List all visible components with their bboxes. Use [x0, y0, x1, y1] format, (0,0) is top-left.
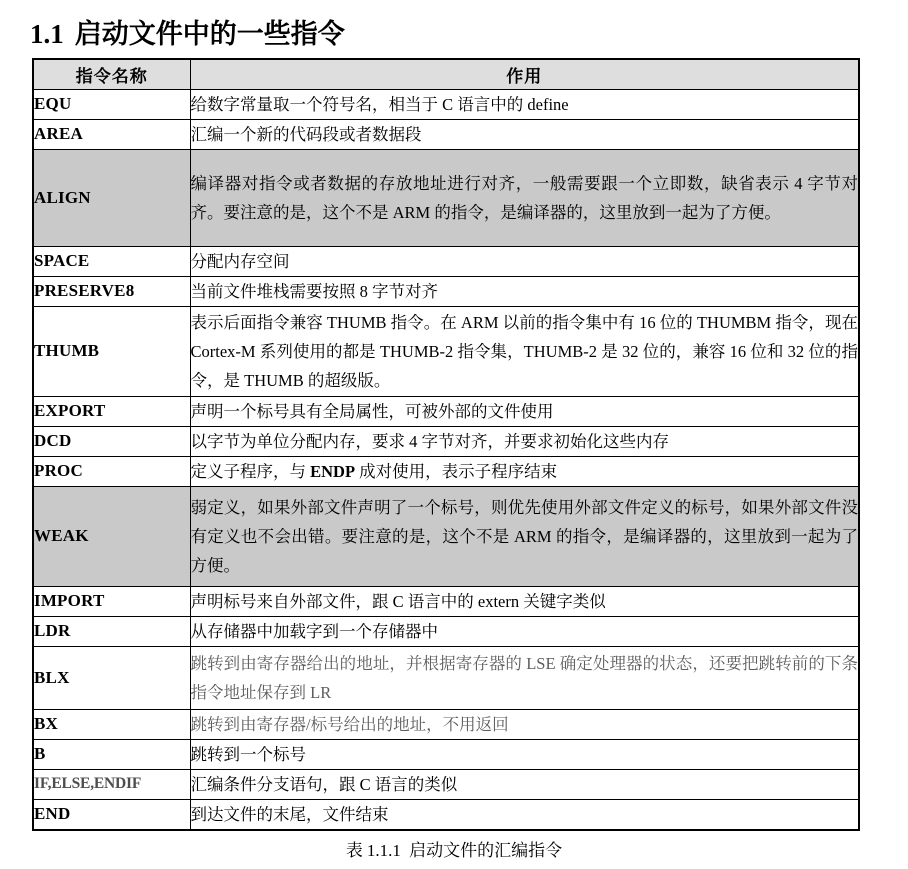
table-row	[33, 89, 859, 119]
directive-description: 跳转到由寄存器/标号给出的地址，不用返回	[190, 709, 859, 739]
directive-description: 汇编条件分支语句，跟 C 语言的类似	[190, 769, 859, 799]
directive-name: LDR	[33, 616, 190, 646]
table-row	[33, 799, 859, 830]
directive-description: 分配内存空间	[190, 246, 859, 276]
directive-name: EQU	[33, 89, 190, 119]
directive-description: 当前文件堆栈需要按照 8 字节对齐	[190, 276, 859, 306]
directive-name: DCD	[33, 426, 190, 456]
directive-description: 以字节为单位分配内存，要求 4 字节对齐，并要求初始化这些内存	[190, 426, 859, 456]
directive-description: 声明一个标号具有全局属性，可被外部的文件使用	[190, 396, 859, 426]
table-row	[33, 586, 859, 616]
desc-emphasis: ENDP	[310, 461, 356, 481]
caption-text: 启动文件的汇编指令	[409, 841, 563, 860]
directive-description: 编译器对指令或者数据的存放地址进行对齐，一般需要跟一个立即数，缺省表示 4 字节对齐。要注意的是，这个不是 ARM 的指令，是编译器的，这里放到一起为了方便。	[190, 149, 859, 246]
directive-description: 到达文件的末尾，文件结束	[190, 799, 859, 830]
directive-name: THUMB	[33, 306, 190, 396]
table-row	[33, 709, 859, 739]
assembly-directives-table	[32, 58, 860, 831]
directive-description: 给数字常量取一个符号名，相当于 C 语言中的 define	[190, 89, 859, 119]
directive-name: PROC	[33, 456, 190, 486]
table-row	[33, 246, 859, 276]
section-number: 1.1	[30, 19, 64, 50]
directive-description: 跳转到由寄存器给出的地址，并根据寄存器的 LSE 确定处理器的状态，还要把跳转前的下条指令地址保存到 LR	[190, 646, 859, 709]
table-row	[33, 456, 859, 486]
directive-description	[190, 456, 859, 486]
table-row	[33, 646, 859, 709]
table-row	[33, 306, 859, 396]
table-row	[33, 119, 859, 149]
directive-description: 汇编一个新的代码段或者数据段	[190, 119, 859, 149]
table-row	[33, 739, 859, 769]
table-body	[33, 89, 859, 830]
caption-number: 1.1.1	[366, 841, 401, 860]
directive-name: PRESERVE8	[33, 276, 190, 306]
desc-text-before: 定义子程序，与	[190, 461, 311, 481]
directive-description: 声明标号来自外部文件，跟 C 语言中的 extern 关键字类似	[190, 586, 859, 616]
directive-name: WEAK	[33, 486, 190, 586]
table-row	[33, 769, 859, 799]
section-heading	[30, 16, 345, 52]
directive-name: END	[33, 799, 190, 830]
directive-name: BLX	[33, 646, 190, 709]
table-row	[33, 486, 859, 586]
table-header-row	[33, 59, 859, 89]
column-header-description: 作用	[190, 59, 859, 89]
directive-description: 从存储器中加载字到一个存储器中	[190, 616, 859, 646]
column-header-name: 指令名称	[33, 59, 190, 89]
directive-name: BX	[33, 709, 190, 739]
directive-description: 表示后面指令兼容 THUMB 指令。在 ARM 以前的指令集中有 16 位的 THUMBM 指令，现在 Cortex-M 系列使用的都是 THUMB-2 指令集，THUMB-2 是 32 位的，兼容 16 位和 32 位的指令，是 THUMB 的超级版。	[190, 306, 859, 396]
directive-description: 跳转到一个标号	[190, 739, 859, 769]
directive-name: B	[33, 739, 190, 769]
table-row	[33, 396, 859, 426]
table-caption	[0, 838, 908, 864]
directive-name: AREA	[33, 119, 190, 149]
directive-name: EXPORT	[33, 396, 190, 426]
directive-description: 弱定义，如果外部文件声明了一个标号，则优先使用外部文件定义的标号，如果外部文件没有定义也不会出错。要注意的是，这个不是 ARM 的指令，是编译器的，这里放到一起为了方便。	[190, 486, 859, 586]
caption-prefix: 表	[345, 841, 363, 860]
directive-name: SPACE	[33, 246, 190, 276]
directive-name: IMPORT	[33, 586, 190, 616]
directive-name: IF,ELSE,ENDIF	[33, 769, 190, 799]
table-row	[33, 149, 859, 246]
section-title: 启动文件中的一些指令	[74, 19, 345, 50]
desc-text-after: 成对使用，表示子程序结束	[355, 461, 558, 481]
table-row	[33, 616, 859, 646]
table-row	[33, 426, 859, 456]
directive-name: ALIGN	[33, 149, 190, 246]
table-row	[33, 276, 859, 306]
